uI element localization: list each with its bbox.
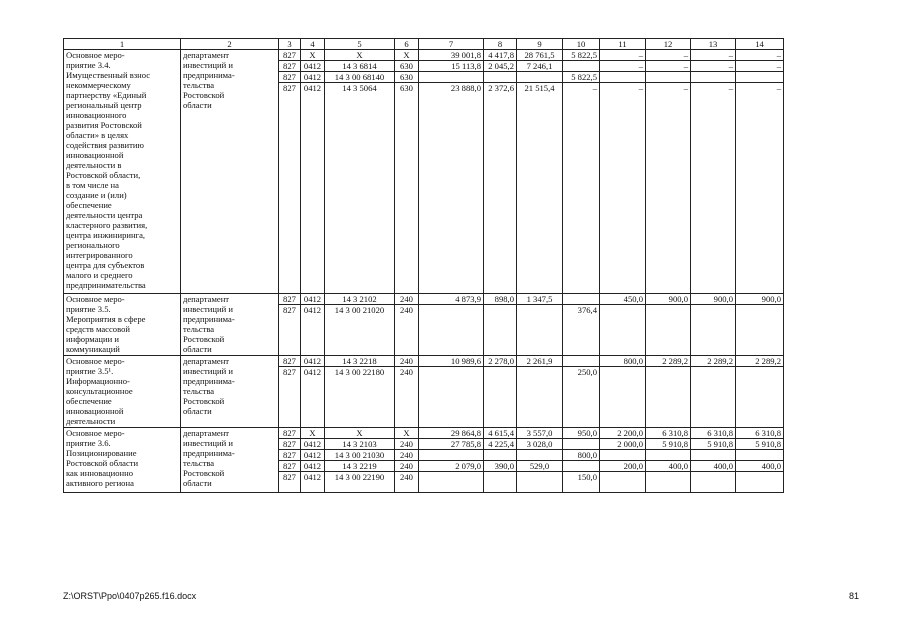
executor-line: департамент (183, 428, 230, 438)
description-line: приятие 3.5. (66, 304, 111, 314)
cell-c3: 827 (279, 450, 301, 461)
description-line: регионального (66, 240, 120, 250)
cell-c14 (736, 305, 784, 356)
table-row (64, 50, 784, 61)
column-number: 7 (419, 39, 484, 50)
description-line: Основное меро- (66, 294, 125, 304)
executor-line: тельства (183, 80, 215, 90)
cell-c3: 827 (279, 83, 301, 294)
cell-c12 (646, 72, 691, 83)
cell-c9 (517, 450, 563, 461)
cell-c14: 900,0 (736, 294, 784, 305)
cell-c9: 28 761,5 (517, 50, 563, 61)
cell-c4: 0412 (301, 72, 325, 83)
executor-line: области (183, 478, 212, 488)
cell-c3: 827 (279, 428, 301, 439)
column-number: 6 (395, 39, 419, 50)
cell-c13 (691, 367, 736, 428)
description-line: Основное меро- (66, 428, 125, 438)
cell-c6: 240 (395, 472, 419, 493)
budget-table (63, 38, 784, 493)
description-line: партнерству «Единый (66, 90, 147, 100)
cell-c5: 14 3 00 68140 (325, 72, 395, 83)
responsible-executor (181, 50, 279, 294)
executor-line: предпринима- (183, 448, 235, 458)
executor-line: предпринима- (183, 70, 235, 80)
file-path: Z:\ORST\Ppo\0407p265.f16.docx (63, 591, 197, 601)
cell-c10 (563, 461, 600, 472)
cell-c12: 5 910,8 (646, 439, 691, 450)
table-row (64, 428, 784, 439)
description-line: коммуникаций (66, 344, 120, 354)
cell-c7 (419, 450, 484, 461)
executor-line: области (183, 100, 212, 110)
cell-c14 (736, 367, 784, 428)
executor-line: тельства (183, 386, 215, 396)
description-line: как инновационно (66, 468, 134, 478)
cell-c9 (517, 72, 563, 83)
column-number: 14 (736, 39, 784, 50)
description-line: центра инжиниринга, (66, 230, 146, 240)
column-number: 8 (484, 39, 517, 50)
cell-c14 (736, 450, 784, 461)
cell-c10: 250,0 (563, 367, 600, 428)
description-line: области» в целях (66, 130, 129, 140)
cell-c14: 2 289,2 (736, 356, 784, 367)
cell-c13: – (691, 83, 736, 294)
description-line: инновационной (66, 406, 124, 416)
cell-c12: – (646, 83, 691, 294)
cell-c5: 14 3 5064 (325, 83, 395, 294)
column-number: 12 (646, 39, 691, 50)
budget-table-container (63, 38, 784, 493)
cell-c4: Х (301, 428, 325, 439)
cell-c13: – (691, 50, 736, 61)
executor-line: департамент (183, 50, 230, 60)
cell-c5: 14 3 2103 (325, 439, 395, 450)
cell-c4: 0412 (301, 294, 325, 305)
cell-c14: – (736, 61, 784, 72)
column-number: 2 (181, 39, 279, 50)
cell-c5: Х (325, 50, 395, 61)
description-line: Основное меро- (66, 50, 125, 60)
executor-line: департамент (183, 356, 230, 366)
cell-c11 (600, 305, 646, 356)
cell-c12: 900,0 (646, 294, 691, 305)
cell-c4: 0412 (301, 461, 325, 472)
description-line: Ростовской области, (66, 170, 141, 180)
executor-line: области (183, 344, 212, 354)
column-number: 4 (301, 39, 325, 50)
cell-c6: 240 (395, 294, 419, 305)
column-number: 10 (563, 39, 600, 50)
cell-c14: – (736, 83, 784, 294)
cell-c10: 5 822,5 (563, 50, 600, 61)
cell-c4: 0412 (301, 367, 325, 428)
cell-c7: 15 113,8 (419, 61, 484, 72)
cell-c14: – (736, 50, 784, 61)
cell-c9: 7 246,1 (517, 61, 563, 72)
cell-c14: 400,0 (736, 461, 784, 472)
description-line: Позиционирование (66, 448, 137, 458)
description-line: интегрированного (66, 250, 133, 260)
cell-c10: 5 822,5 (563, 72, 600, 83)
executor-line: Ростовской (183, 90, 225, 100)
cell-c7: 10 989,6 (419, 356, 484, 367)
cell-c11: 200,0 (600, 461, 646, 472)
description-line: инновационного (66, 110, 127, 120)
cell-c5: 14 3 6814 (325, 61, 395, 72)
cell-c11 (600, 450, 646, 461)
cell-c10 (563, 439, 600, 450)
description-line: в том числе на (66, 180, 119, 190)
cell-c7 (419, 472, 484, 493)
cell-c9: 3 557,0 (517, 428, 563, 439)
cell-c3: 827 (279, 72, 301, 83)
executor-line: Ростовской (183, 334, 225, 344)
cell-c6: 240 (395, 367, 419, 428)
cell-c9: 2 261,9 (517, 356, 563, 367)
cell-c9 (517, 305, 563, 356)
description-line: региональный центр (66, 100, 142, 110)
description-line: содействия развитию (66, 140, 144, 150)
cell-c7: 39 001,8 (419, 50, 484, 61)
cell-c6: 240 (395, 461, 419, 472)
executor-line: тельства (183, 324, 215, 334)
description-line: приятие 3.6. (66, 438, 111, 448)
cell-c12: – (646, 61, 691, 72)
cell-c13: 6 310,8 (691, 428, 736, 439)
cell-c8 (484, 72, 517, 83)
cell-c9: 3 028,0 (517, 439, 563, 450)
cell-c9: 529,0 (517, 461, 563, 472)
cell-c13: – (691, 61, 736, 72)
cell-c7 (419, 305, 484, 356)
column-number: 13 (691, 39, 736, 50)
cell-c5: 14 3 2218 (325, 356, 395, 367)
column-number: 1 (64, 39, 181, 50)
cell-c9: 21 515,4 (517, 83, 563, 294)
cell-c11 (600, 72, 646, 83)
executor-line: инвестиций и (183, 60, 233, 70)
cell-c6: 240 (395, 450, 419, 461)
cell-c7: 2 079,0 (419, 461, 484, 472)
description-line: малого и среднего (66, 270, 133, 280)
cell-c8: 2 372,6 (484, 83, 517, 294)
executor-line: области (183, 406, 212, 416)
executor-line: инвестиций и (183, 438, 233, 448)
executor-line: инвестиций и (183, 304, 233, 314)
activity-description (64, 294, 181, 356)
description-line: кластерного развития, (66, 220, 148, 230)
cell-c3: 827 (279, 61, 301, 72)
cell-c10: 150,0 (563, 472, 600, 493)
cell-c3: 827 (279, 305, 301, 356)
cell-c8: 2 045,2 (484, 61, 517, 72)
description-line: Основное меро- (66, 356, 125, 366)
description-line: Имущественный взнос (66, 70, 151, 80)
cell-c6: 240 (395, 356, 419, 367)
cell-c4: 0412 (301, 356, 325, 367)
cell-c3: 827 (279, 472, 301, 493)
executor-line: Ростовской (183, 468, 225, 478)
description-line: Ростовской области (66, 458, 139, 468)
table-body (64, 39, 784, 493)
cell-c5: 14 3 00 22180 (325, 367, 395, 428)
cell-c7: 27 785,8 (419, 439, 484, 450)
cell-c5: 14 3 2219 (325, 461, 395, 472)
table-row (64, 356, 784, 367)
cell-c6: 240 (395, 305, 419, 356)
cell-c13: 2 289,2 (691, 356, 736, 367)
cell-c13 (691, 72, 736, 83)
executor-line: предпринима- (183, 376, 235, 386)
cell-c6: 630 (395, 61, 419, 72)
cell-c4: 0412 (301, 450, 325, 461)
cell-c11: 800,0 (600, 356, 646, 367)
column-number: 9 (517, 39, 563, 50)
header-row (64, 39, 784, 50)
cell-c5: 14 3 00 21030 (325, 450, 395, 461)
activity-description (64, 356, 181, 428)
cell-c8 (484, 305, 517, 356)
cell-c9: 1 347,5 (517, 294, 563, 305)
cell-c8 (484, 472, 517, 493)
page-number: 81 (848, 591, 859, 601)
description-line: обеспечение (66, 200, 112, 210)
cell-c3: 827 (279, 50, 301, 61)
cell-c11: 2 200,0 (600, 428, 646, 439)
cell-c6: 630 (395, 83, 419, 294)
cell-c6: Х (395, 50, 419, 61)
description-line: центра для субъектов (66, 260, 145, 270)
cell-c4: 0412 (301, 83, 325, 294)
cell-c13 (691, 472, 736, 493)
cell-c6: 630 (395, 72, 419, 83)
cell-c3: 827 (279, 367, 301, 428)
cell-c11: – (600, 83, 646, 294)
cell-c7: 23 888,0 (419, 83, 484, 294)
cell-c12 (646, 305, 691, 356)
description-line: деятельности центра (66, 210, 143, 220)
cell-c10 (563, 61, 600, 72)
cell-c4: 0412 (301, 61, 325, 72)
description-line: обеспечение (66, 396, 112, 406)
description-line: приятие 3.4. (66, 60, 111, 70)
cell-c7 (419, 72, 484, 83)
executor-line: департамент (183, 294, 230, 304)
cell-c14: 6 310,8 (736, 428, 784, 439)
description-line: инновационной (66, 150, 124, 160)
cell-c12: 6 310,8 (646, 428, 691, 439)
cell-c12: 400,0 (646, 461, 691, 472)
cell-c8: 898,0 (484, 294, 517, 305)
cell-c14 (736, 472, 784, 493)
cell-c11: 450,0 (600, 294, 646, 305)
cell-c4: Х (301, 50, 325, 61)
executor-line: Ростовской (183, 396, 225, 406)
cell-c14: 5 910,8 (736, 439, 784, 450)
cell-c13: 400,0 (691, 461, 736, 472)
cell-c5: 14 3 00 22190 (325, 472, 395, 493)
cell-c12 (646, 367, 691, 428)
description-line: развития Ростовской (66, 120, 142, 130)
cell-c12: 2 289,2 (646, 356, 691, 367)
description-line: некоммерческому (66, 80, 131, 90)
responsible-executor (181, 356, 279, 428)
cell-c12: – (646, 50, 691, 61)
cell-c11: 2 000,0 (600, 439, 646, 450)
cell-c10: 376,4 (563, 305, 600, 356)
cell-c11: – (600, 61, 646, 72)
description-line: Информационно- (66, 376, 130, 386)
cell-c13: 5 910,8 (691, 439, 736, 450)
cell-c11: – (600, 50, 646, 61)
cell-c4: 0412 (301, 439, 325, 450)
cell-c4: 0412 (301, 472, 325, 493)
column-number: 3 (279, 39, 301, 50)
cell-c7 (419, 367, 484, 428)
cell-c9 (517, 472, 563, 493)
activity-description (64, 428, 181, 493)
description-line: приятие 3.5¹. (66, 366, 114, 376)
description-line: консультационное (66, 386, 133, 396)
cell-c3: 827 (279, 356, 301, 367)
table-row (64, 294, 784, 305)
executor-line: инвестиций и (183, 366, 233, 376)
description-line: деятельности в (66, 160, 122, 170)
cell-c13 (691, 450, 736, 461)
executor-line: тельства (183, 458, 215, 468)
cell-c13 (691, 305, 736, 356)
cell-c12 (646, 450, 691, 461)
cell-c10: 950,0 (563, 428, 600, 439)
cell-c6: 240 (395, 439, 419, 450)
cell-c5: Х (325, 428, 395, 439)
cell-c6: Х (395, 428, 419, 439)
description-line: предпринимательства (66, 280, 146, 290)
cell-c8 (484, 450, 517, 461)
description-line: Мероприятия в сфере (66, 314, 146, 324)
cell-c8: 2 278,0 (484, 356, 517, 367)
column-number: 5 (325, 39, 395, 50)
cell-c11 (600, 472, 646, 493)
responsible-executor (181, 428, 279, 493)
cell-c8: 4 615,4 (484, 428, 517, 439)
cell-c14 (736, 72, 784, 83)
cell-c5: 14 3 00 21020 (325, 305, 395, 356)
cell-c3: 827 (279, 461, 301, 472)
column-number: 11 (600, 39, 646, 50)
cell-c3: 827 (279, 439, 301, 450)
cell-c8 (484, 367, 517, 428)
description-line: деятельности (66, 416, 116, 426)
cell-c12 (646, 472, 691, 493)
cell-c5: 14 3 2102 (325, 294, 395, 305)
description-line: создание и (или) (66, 190, 127, 200)
cell-c13: 900,0 (691, 294, 736, 305)
executor-line: предпринима- (183, 314, 235, 324)
cell-c7: 4 873,9 (419, 294, 484, 305)
description-line: активного региона (66, 478, 134, 488)
cell-c8: 390,0 (484, 461, 517, 472)
cell-c8: 4 417,8 (484, 50, 517, 61)
cell-c11 (600, 367, 646, 428)
cell-c10 (563, 356, 600, 367)
cell-c4: 0412 (301, 305, 325, 356)
responsible-executor (181, 294, 279, 356)
cell-c8: 4 225,4 (484, 439, 517, 450)
cell-c10: 800,0 (563, 450, 600, 461)
cell-c3: 827 (279, 294, 301, 305)
cell-c7: 29 864,8 (419, 428, 484, 439)
cell-c10 (563, 294, 600, 305)
activity-description (64, 50, 181, 294)
cell-c10: – (563, 83, 600, 294)
description-line: информации и (66, 334, 119, 344)
description-line: средств массовой (66, 324, 130, 334)
cell-c9 (517, 367, 563, 428)
